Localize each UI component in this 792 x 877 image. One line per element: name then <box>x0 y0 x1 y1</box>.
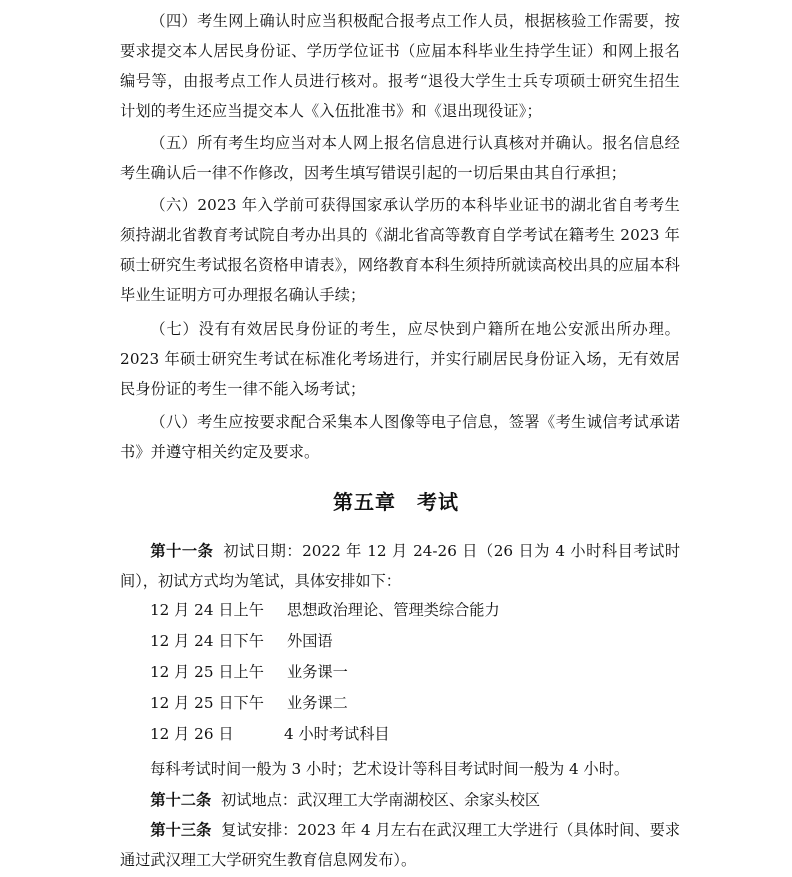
article-11-number: 第十一条 <box>150 542 214 560</box>
article-11 <box>120 536 680 596</box>
schedule-date: 12 月 24 日下午 <box>150 632 264 650</box>
schedule-date: 12 月 25 日下午 <box>150 694 264 712</box>
paragraph-item-7: （七）没有有效居民身份证的考生，应尽快到户籍所在地公安派出所办理。2023 年硕士研究生考试在标准化考场进行，并实行刷居民身份证入场，无有效居民身份证的考生一律不能入场考试； <box>120 320 680 398</box>
exam-schedule <box>150 597 650 752</box>
schedule-row <box>150 690 650 721</box>
schedule-date: 12 月 26 日 <box>150 725 234 743</box>
schedule-subject: 外国语 <box>287 632 333 650</box>
schedule-subject: 业务课一 <box>287 663 348 681</box>
schedule-date: 12 月 24 日上午 <box>150 601 264 619</box>
paragraph-item-5: （五）所有考生均应当对本人网上报名信息进行认真核对并确认。报名信息经考生确认后一律不作修改，因考生填写错误引起的一切后果由其自行承担； <box>120 134 680 182</box>
schedule-subject: 业务课二 <box>287 694 348 712</box>
schedule-note: 每科考试时间一般为 3 小时；艺术设计等科目考试时间一般为 4 小时。 <box>150 760 630 778</box>
schedule-date: 12 月 25 日上午 <box>150 663 264 681</box>
schedule-subject: 4 小时考试科目 <box>284 725 390 743</box>
schedule-row <box>150 628 650 659</box>
schedule-subject: 思想政治理论、管理类综合能力 <box>287 601 500 619</box>
chapter-title: 第五章 考试 <box>333 490 459 514</box>
schedule-row <box>150 721 650 752</box>
article-12 <box>120 785 680 815</box>
article-11-text: 初试日期：2022 年 12 月 24-26 日（26 日为 4 小时科目考试时间），初试方式均为笔试，具体安排如下： <box>120 542 681 590</box>
article-12-text: 初试地点：武汉理工大学南湖校区、余家头校区 <box>221 791 541 809</box>
paragraph-item-6: （六）2023 年入学前可获得国家承认学历的本科毕业证书的湖北省自考考生须持湖北省教育考试院自考办出具的《湖北省高等教育自学考试在籍考生 2023 年硕士研究生考试报名资格申请表》，网络教育本科生须持所就读高校出具的应届本科毕业生证明方可办理报名确认手续； <box>120 196 680 304</box>
schedule-row <box>150 659 650 690</box>
article-13 <box>120 815 680 875</box>
article-13-number: 第十三条 <box>150 821 212 839</box>
paragraph-item-8: （八）考生应按要求配合采集本人图像等电子信息，签署《考生诚信考试承诺书》并遵守相关约定及要求。 <box>120 413 680 461</box>
paragraph-item-4: （四）考生网上确认时应当积极配合报考点工作人员，根据核验工作需要，按要求提交本人居民身份证、学历学位证书（应届本科毕业生持学生证）和网上报名编号等，由报考点工作人员进行核对。报考“退役大学生士兵专项硕士研究生招生计划的考生还应当提交本人《入伍批准书》和《退出现役证》； <box>120 12 680 120</box>
article-12-number: 第十二条 <box>150 791 212 809</box>
article-13-text: 复试安排：2023 年 4 月左右在武汉理工大学进行（具体时间、要求通过武汉理工大学研究生教育信息网发布）。 <box>120 821 681 869</box>
schedule-row <box>150 597 650 628</box>
